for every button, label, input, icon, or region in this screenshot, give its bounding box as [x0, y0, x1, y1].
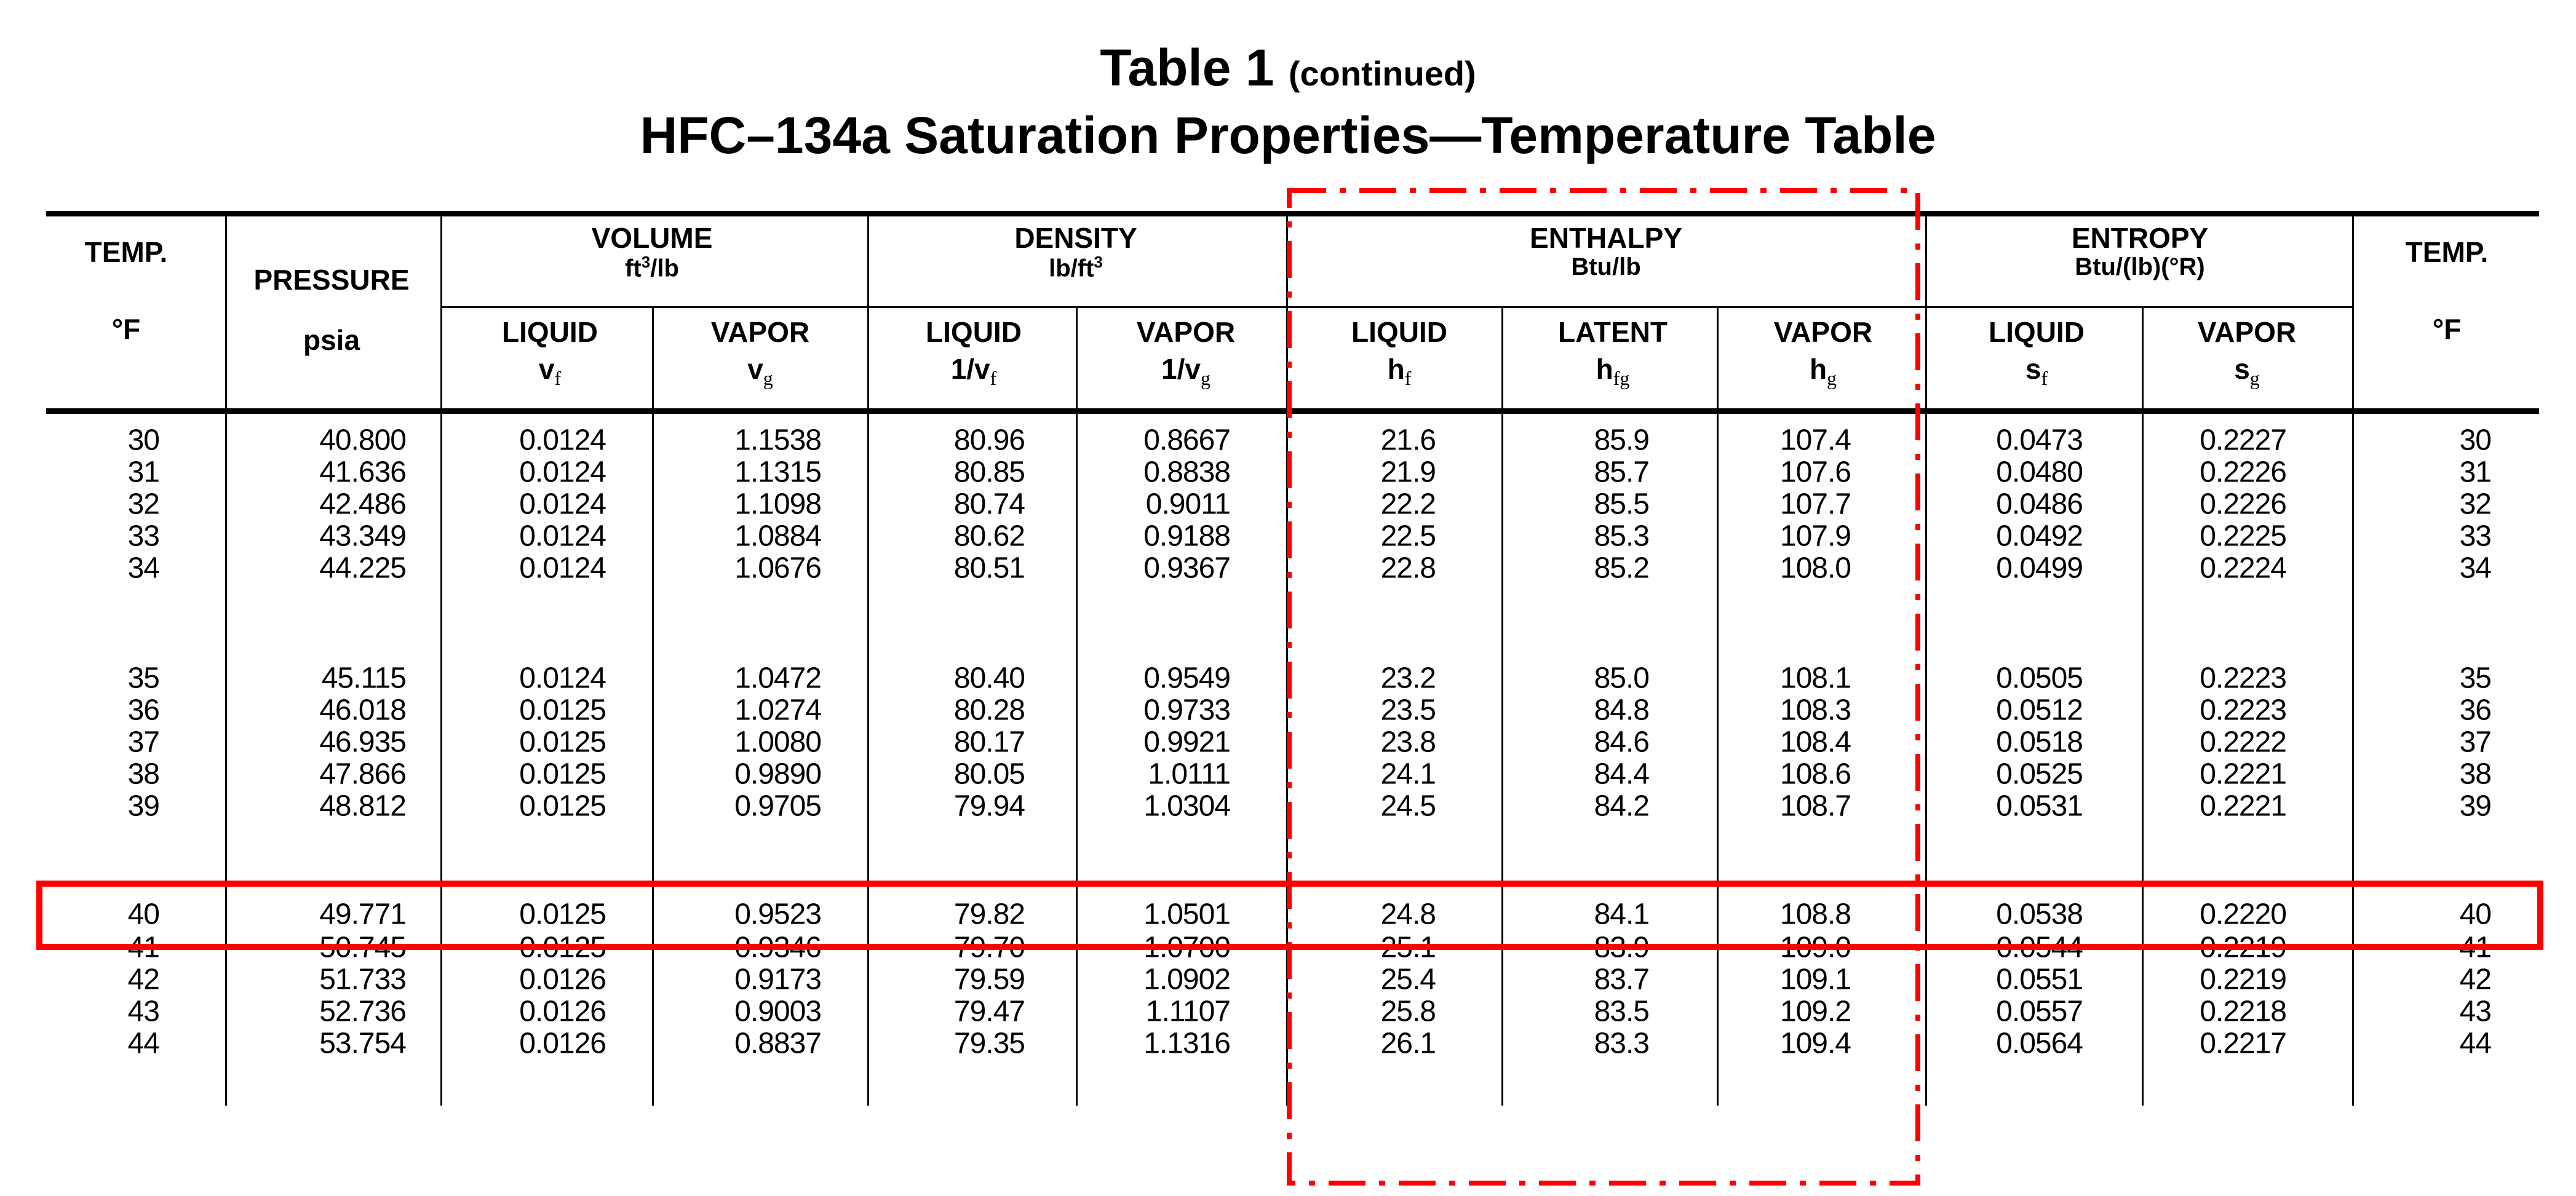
cell-enthalpy-vapor: 108.4: [1779, 726, 1851, 759]
cell-temp-right: 41: [2459, 931, 2491, 964]
cell-volume-liquid: 0.0125: [519, 726, 606, 759]
header-temp-right: TEMP.: [2405, 236, 2489, 268]
cell-pressure: 43.349: [319, 520, 406, 553]
header-volume: VOLUME: [591, 222, 713, 254]
header-pressure: PRESSURE: [253, 264, 410, 296]
cell-pressure: 50.745: [319, 931, 406, 964]
cell-entropy-vapor: 0.2222: [2200, 726, 2286, 759]
cell-entropy-vapor: 0.2221: [2200, 790, 2286, 823]
cell-temp: 43: [127, 995, 159, 1028]
subheader-enthalpy-latent: LATENT: [1557, 316, 1668, 348]
cell-temp: 34: [127, 552, 159, 585]
cell-entropy-vapor: 0.2223: [2200, 662, 2286, 695]
cell-enthalpy-liquid: 24.8: [1380, 898, 1436, 931]
cell-volume-vapor: 0.9890: [734, 758, 821, 791]
cell-pressure: 51.733: [319, 963, 406, 996]
cell-density-liquid: 80.05: [953, 758, 1025, 791]
cell-pressure: 47.866: [319, 758, 406, 791]
cell-entropy-liquid: 0.0518: [1996, 726, 2083, 759]
cell-entropy-liquid: 0.0551: [1996, 963, 2083, 996]
cell-volume-liquid: 0.0124: [519, 488, 606, 521]
header-pressure-unit: psia: [303, 324, 360, 356]
cell-entropy-liquid: 0.0544: [1996, 931, 2083, 964]
cell-enthalpy-latent: 83.9: [1594, 931, 1649, 964]
cell-enthalpy-latent: 85.5: [1594, 488, 1649, 521]
cell-temp-right: 38: [2459, 758, 2491, 791]
header-volume-unit: $ft^3/lb$: [625, 253, 679, 282]
cell-temp-right: 30: [2459, 424, 2491, 457]
cell-volume-liquid: 0.0124: [519, 520, 606, 553]
column-divider: [652, 307, 654, 1106]
cell-volume-liquid: 0.0126: [519, 1027, 606, 1060]
cell-enthalpy-vapor: 109.0: [1779, 931, 1851, 964]
cell-volume-vapor: 0.8837: [734, 1027, 821, 1060]
cell-entropy-liquid: 0.0486: [1996, 488, 2083, 521]
cell-density-vapor: 0.9733: [1143, 694, 1230, 727]
cell-density-liquid: 80.85: [953, 456, 1025, 489]
cell-density-vapor: 0.9921: [1143, 726, 1230, 759]
cell-enthalpy-latent: 83.5: [1594, 995, 1649, 1028]
cell-density-liquid: 79.47: [953, 995, 1025, 1028]
cell-pressure: 42.486: [319, 488, 406, 521]
cell-entropy-liquid: 0.0525: [1996, 758, 2083, 791]
header-density: DENSITY: [1014, 222, 1137, 254]
cell-volume-vapor: 1.0676: [734, 552, 821, 585]
cell-temp-right: 42: [2459, 963, 2491, 996]
cell-density-liquid: 80.62: [953, 520, 1025, 553]
cell-enthalpy-latent: 83.7: [1594, 963, 1649, 996]
cell-entropy-vapor: 0.2224: [2200, 552, 2286, 585]
cell-density-liquid: 80.28: [953, 694, 1025, 727]
cell-temp-right: 43: [2459, 995, 2491, 1028]
cell-entropy-liquid: 0.0512: [1996, 694, 2083, 727]
subheader-entropy-liquid: LIQUID: [1989, 316, 2085, 348]
cell-entropy-vapor: 0.2218: [2200, 995, 2286, 1028]
cell-temp-right: 35: [2459, 662, 2491, 695]
cell-pressure: 46.935: [319, 726, 406, 759]
cell-entropy-vapor: 0.2221: [2200, 758, 2286, 791]
cell-volume-liquid: 0.0125: [519, 790, 606, 823]
subheader-density-liquid: LIQUID: [926, 316, 1022, 348]
cell-volume-vapor: 1.0080: [734, 726, 821, 759]
header-temp-unit: °F: [111, 313, 141, 345]
table-title: [0, 38, 2576, 98]
cell-pressure: 40.800: [319, 424, 406, 457]
cell-density-vapor: 0.8838: [1143, 456, 1230, 489]
header-entropy-unit: Btu/(lb)(°R): [2075, 253, 2205, 280]
cell-enthalpy-latent: 84.6: [1594, 726, 1649, 759]
cell-enthalpy-liquid: 26.1: [1380, 1027, 1436, 1060]
cell-entropy-vapor: 0.2227: [2200, 424, 2286, 457]
column-divider: [867, 215, 869, 1106]
cell-enthalpy-latent: 83.3: [1594, 1027, 1649, 1060]
subheader-volume-vapor: VAPOR: [710, 316, 810, 348]
cell-entropy-vapor: 0.2223: [2200, 694, 2286, 727]
cell-volume-liquid: 0.0125: [519, 694, 606, 727]
cell-enthalpy-liquid: 21.6: [1380, 424, 1436, 457]
cell-density-liquid: 80.40: [953, 662, 1025, 695]
cell-temp: 38: [127, 758, 159, 791]
cell-density-liquid: 80.51: [953, 552, 1025, 585]
cell-enthalpy-liquid: 23.8: [1380, 726, 1436, 759]
cell-density-liquid: 79.35: [953, 1027, 1025, 1060]
cell-enthalpy-latent: 84.2: [1594, 790, 1649, 823]
header-density-unit: $lb/ft^3$: [1049, 253, 1103, 282]
cell-entropy-vapor: 0.2220: [2200, 898, 2286, 931]
subheader-density-vapor: VAPOR: [1136, 316, 1236, 348]
cell-entropy-vapor: 0.2217: [2200, 1027, 2286, 1060]
cell-temp-right: 37: [2459, 726, 2491, 759]
header-temp: TEMP.: [84, 236, 168, 268]
cell-enthalpy-latent: 84.1: [1594, 898, 1649, 931]
cell-density-vapor: 1.0700: [1143, 931, 1230, 964]
cell-density-vapor: 1.1107: [1145, 995, 1230, 1028]
subheader-enthalpy-liquid-symbol: $h_f$: [1387, 353, 1412, 390]
cell-temp: 32: [127, 488, 159, 521]
cell-density-vapor: 1.0501: [1143, 898, 1230, 931]
cell-enthalpy-vapor: 107.7: [1779, 488, 1851, 521]
cell-entropy-liquid: 0.0538: [1996, 898, 2083, 931]
cell-enthalpy-liquid: 22.8: [1380, 552, 1436, 585]
cell-entropy-liquid: 0.0564: [1996, 1027, 2083, 1060]
cell-volume-vapor: 0.9346: [734, 931, 821, 964]
cell-enthalpy-vapor: 109.2: [1779, 995, 1851, 1028]
cell-density-liquid: 79.59: [953, 963, 1025, 996]
cell-entropy-liquid: 0.0531: [1996, 790, 2083, 823]
cell-pressure: 52.736: [319, 995, 406, 1028]
cell-volume-vapor: 1.1098: [734, 488, 821, 521]
column-divider: [225, 215, 227, 1106]
cell-entropy-liquid: 0.0499: [1996, 552, 2083, 585]
cell-density-vapor: 0.9188: [1143, 520, 1230, 553]
subheader-density-liquid-symbol: $1/v_f$: [950, 353, 997, 390]
cell-pressure: 44.225: [319, 552, 406, 585]
cell-enthalpy-vapor: 108.1: [1779, 662, 1851, 695]
subheader-enthalpy-vapor: VAPOR: [1773, 316, 1873, 348]
cell-density-liquid: 79.82: [953, 898, 1025, 931]
cell-enthalpy-latent: 85.3: [1594, 520, 1649, 553]
cell-volume-vapor: 1.0274: [734, 694, 821, 727]
cell-enthalpy-liquid: 25.4: [1380, 963, 1436, 996]
cell-temp: 42: [127, 963, 159, 996]
cell-volume-vapor: 0.9523: [734, 898, 821, 931]
table-subtitle: HFC–134a Saturation Properties—Temperature Table: [640, 106, 1936, 164]
header-entropy: ENTROPY: [2071, 222, 2209, 254]
cell-enthalpy-liquid: 24.5: [1380, 790, 1436, 823]
cell-temp: 30: [127, 424, 159, 457]
cell-enthalpy-latent: 85.0: [1594, 662, 1649, 695]
cell-enthalpy-vapor: 109.1: [1779, 963, 1851, 996]
cell-density-vapor: 1.1316: [1143, 1027, 1230, 1060]
cell-pressure: 45.115: [321, 662, 406, 695]
cell-enthalpy-vapor: 109.4: [1779, 1027, 1851, 1060]
cell-temp-right: 40: [2459, 898, 2491, 931]
cell-enthalpy-vapor: 108.7: [1779, 790, 1851, 823]
cell-enthalpy-vapor: 108.3: [1779, 694, 1851, 727]
cell-density-liquid: 79.70: [953, 931, 1025, 964]
cell-entropy-vapor: 0.2219: [2200, 931, 2286, 964]
column-divider: [1925, 215, 1927, 1106]
cell-pressure: 53.754: [319, 1027, 406, 1060]
header-enthalpy-unit: Btu/lb: [1571, 253, 1641, 280]
cell-temp-right: 36: [2459, 694, 2491, 727]
cell-entropy-vapor: 0.2219: [2200, 963, 2286, 996]
cell-enthalpy-vapor: 108.6: [1779, 758, 1851, 791]
cell-volume-liquid: 0.0124: [519, 424, 606, 457]
cell-entropy-vapor: 0.2226: [2200, 488, 2286, 521]
cell-volume-liquid: 0.0125: [519, 931, 606, 964]
cell-enthalpy-latent: 85.9: [1594, 424, 1649, 457]
column-divider: [1076, 307, 1078, 1106]
cell-pressure: 41.636: [319, 456, 406, 489]
cell-entropy-liquid: 0.0473: [1996, 424, 2083, 457]
cell-enthalpy-latent: 85.7: [1594, 456, 1649, 489]
cell-density-liquid: 79.94: [953, 790, 1025, 823]
cell-entropy-liquid: 0.0557: [1996, 995, 2083, 1028]
cell-temp: 40: [127, 898, 159, 931]
subheader-enthalpy-vapor-symbol: $h_g$: [1809, 353, 1837, 390]
header-enthalpy: ENTHALPY: [1530, 222, 1682, 254]
cell-enthalpy-vapor: 107.6: [1779, 456, 1851, 489]
cell-density-vapor: 1.0304: [1143, 790, 1230, 823]
cell-temp: 33: [127, 520, 159, 553]
cell-density-vapor: 0.8667: [1143, 424, 1230, 457]
cell-temp: 39: [127, 790, 159, 823]
cell-enthalpy-liquid: 23.5: [1380, 694, 1436, 727]
subheader-volume-liquid-symbol: $v_f$: [538, 353, 562, 390]
cell-entropy-liquid: 0.0480: [1996, 456, 2083, 489]
cell-enthalpy-latent: 84.8: [1594, 694, 1649, 727]
subheader-entropy-vapor-symbol: $s_g$: [2234, 353, 2260, 390]
cell-density-vapor: 1.0111: [1148, 758, 1230, 791]
cell-temp: 31: [127, 456, 159, 489]
cell-density-liquid: 80.17: [953, 726, 1025, 759]
cell-enthalpy-liquid: 25.8: [1380, 995, 1436, 1028]
cell-volume-vapor: 1.1538: [734, 424, 821, 457]
cell-enthalpy-vapor: 107.4: [1779, 424, 1851, 457]
cell-volume-liquid: 0.0126: [519, 995, 606, 1028]
cell-density-vapor: 0.9367: [1143, 552, 1230, 585]
cell-volume-liquid: 0.0126: [519, 963, 606, 996]
cell-temp: 35: [127, 662, 159, 695]
cell-enthalpy-liquid: 21.9: [1380, 456, 1436, 489]
highlight-column-dashdot-box: [1286, 187, 1925, 1189]
cell-volume-vapor: 0.9003: [734, 995, 821, 1028]
subheader-volume-vapor-symbol: $v_g$: [747, 353, 773, 390]
column-divider: [440, 215, 442, 1106]
cell-volume-vapor: 0.9705: [734, 790, 821, 823]
cell-entropy-vapor: 0.2226: [2200, 456, 2286, 489]
cell-entropy-liquid: 0.0505: [1996, 662, 2083, 695]
header-temp-right-unit: °F: [2432, 313, 2462, 345]
cell-enthalpy-vapor: 108.0: [1779, 552, 1851, 585]
cell-density-vapor: 0.9549: [1143, 662, 1230, 695]
cell-temp-right: 33: [2459, 520, 2491, 553]
title-note: (continued): [1288, 54, 1476, 93]
subheader-entropy-liquid-symbol: $s_f$: [2025, 353, 2048, 390]
cell-volume-vapor: 1.0472: [734, 662, 821, 695]
cell-enthalpy-liquid: 22.5: [1380, 520, 1436, 553]
cell-volume-vapor: 1.1315: [734, 456, 821, 489]
cell-density-liquid: 80.74: [953, 488, 1025, 521]
cell-pressure: 48.812: [319, 790, 406, 823]
cell-enthalpy-liquid: 23.2: [1380, 662, 1436, 695]
cell-temp: 41: [127, 931, 159, 964]
cell-enthalpy-liquid: 25.1: [1380, 931, 1436, 964]
cell-volume-liquid: 0.0125: [519, 898, 606, 931]
subheader-enthalpy-latent-symbol: $h_{fg}$: [1596, 353, 1630, 390]
cell-enthalpy-latent: 85.2: [1594, 552, 1649, 585]
cell-entropy-liquid: 0.0492: [1996, 520, 2083, 553]
subheader-volume-liquid: LIQUID: [502, 316, 598, 348]
cell-temp: 36: [127, 694, 159, 727]
cell-density-vapor: 0.9011: [1145, 488, 1230, 521]
cell-temp-right: 34: [2459, 552, 2491, 585]
cell-volume-vapor: 1.0884: [734, 520, 821, 553]
cell-enthalpy-vapor: 107.9: [1779, 520, 1851, 553]
subheader-enthalpy-liquid: LIQUID: [1351, 316, 1447, 348]
cell-enthalpy-vapor: 108.8: [1779, 898, 1851, 931]
cell-volume-vapor: 0.9173: [734, 963, 821, 996]
column-divider: [2142, 307, 2144, 1106]
cell-temp-right: 44: [2459, 1027, 2491, 1060]
cell-density-vapor: 1.0902: [1143, 963, 1230, 996]
cell-pressure: 49.771: [319, 898, 406, 931]
column-divider: [2352, 215, 2354, 1106]
cell-volume-liquid: 0.0124: [519, 552, 606, 585]
cell-volume-liquid: 0.0124: [519, 456, 606, 489]
cell-pressure: 46.018: [319, 694, 406, 727]
cell-volume-liquid: 0.0125: [519, 758, 606, 791]
cell-temp-right: 32: [2459, 488, 2491, 521]
cell-temp: 37: [127, 726, 159, 759]
cell-temp-right: 31: [2459, 456, 2491, 489]
cell-enthalpy-liquid: 22.2: [1380, 488, 1436, 521]
title-main: Table 1: [1100, 39, 1274, 97]
cell-enthalpy-latent: 84.4: [1594, 758, 1649, 791]
cell-enthalpy-liquid: 24.1: [1380, 758, 1436, 791]
cell-entropy-vapor: 0.2225: [2200, 520, 2286, 553]
cell-density-liquid: 80.96: [953, 424, 1025, 457]
subheader-density-vapor-symbol: $1/v_g$: [1161, 353, 1210, 390]
cell-temp: 44: [127, 1027, 159, 1060]
cell-temp-right: 39: [2459, 790, 2491, 823]
cell-volume-liquid: 0.0124: [519, 662, 606, 695]
subheader-entropy-vapor: VAPOR: [2197, 316, 2297, 348]
